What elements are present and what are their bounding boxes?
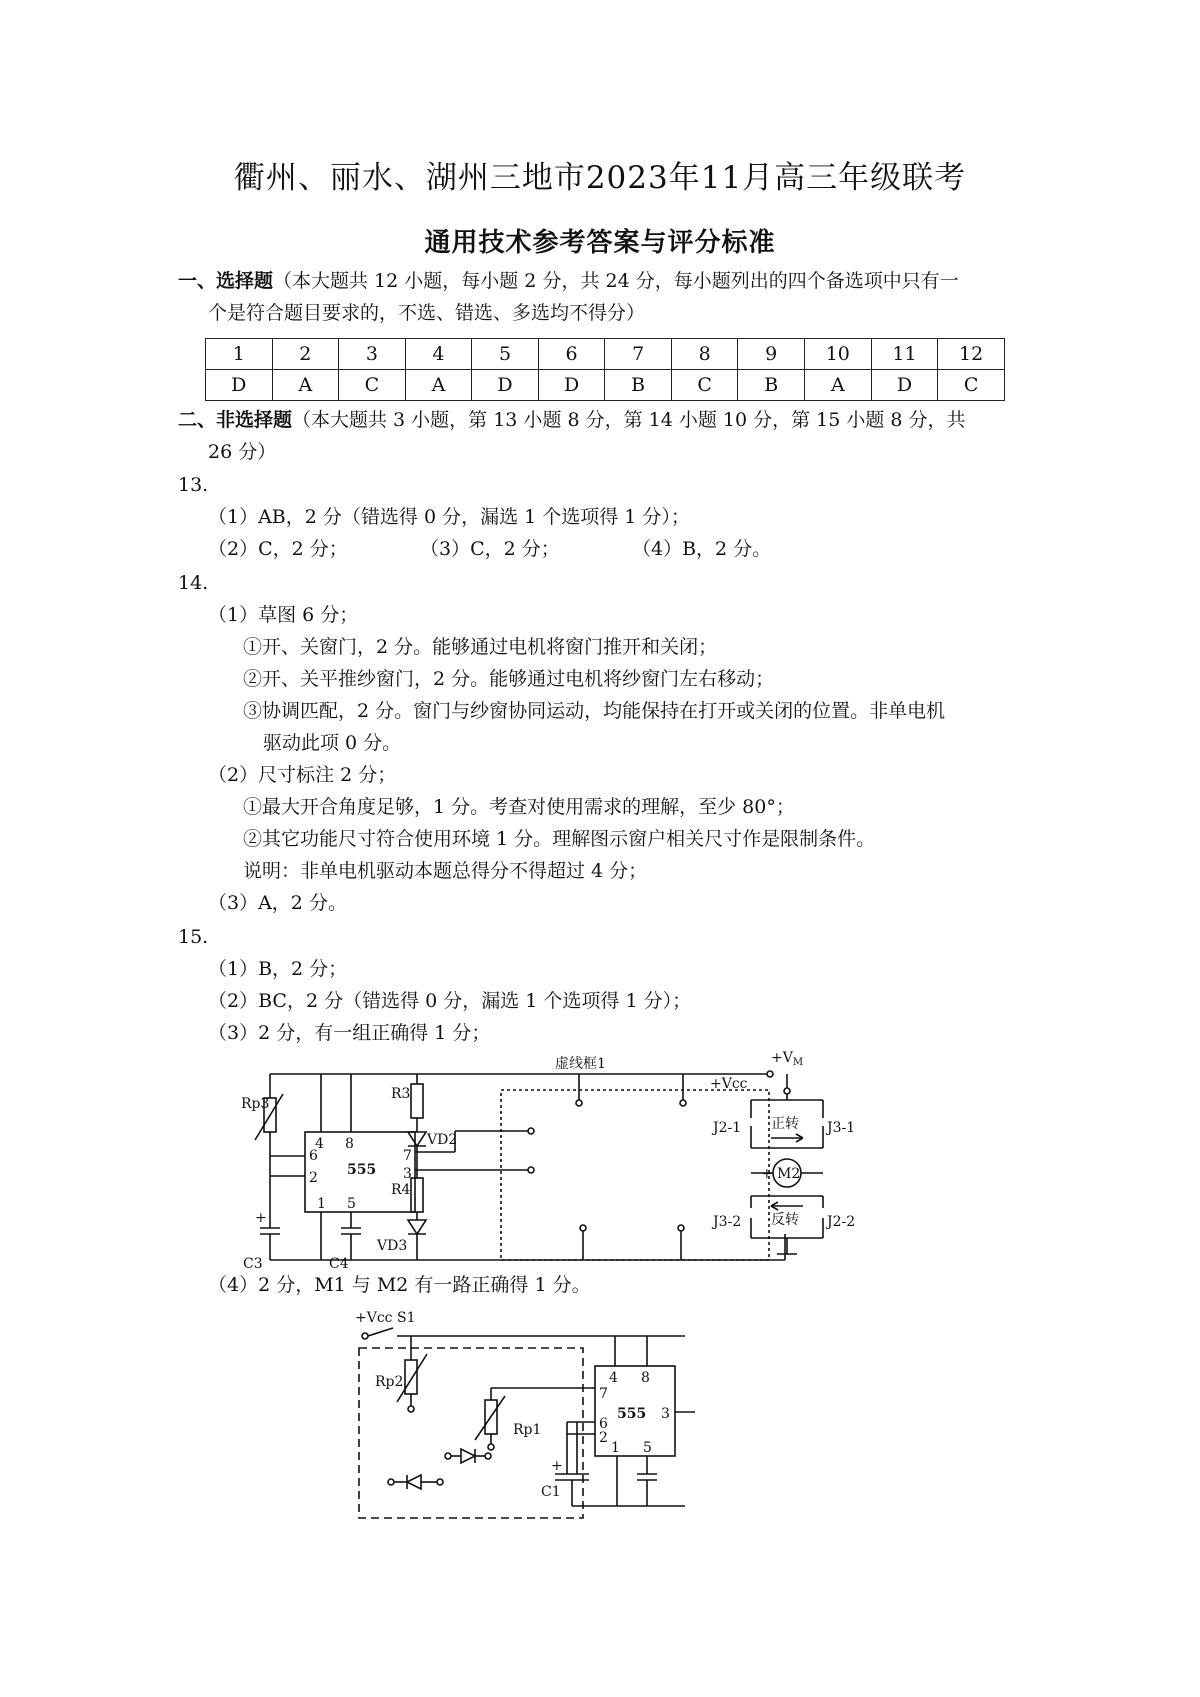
pin7-label-2: 7: [599, 1386, 608, 1402]
q14-part1-item3-cont: 驱动此项 0 分。: [263, 732, 402, 754]
pin3-label-2: 3: [661, 1406, 670, 1422]
reverse-label: 反转: [771, 1212, 799, 1228]
pin5-label-2: 5: [643, 1440, 652, 1456]
motor-polarity-label: +: [761, 1166, 773, 1182]
rp3-label: Rp3: [241, 1096, 270, 1112]
vcc-label-2: +Vcc: [355, 1310, 393, 1326]
q14-part1: （1）草图 6 分；: [208, 604, 359, 626]
q14-part1-item2: ②开、关平推纱窗门，2 分。能够通过电机将纱窗门左右移动；: [243, 668, 775, 690]
q13-part4: （4）B，2 分。: [632, 538, 772, 560]
answer-cell: C: [671, 370, 738, 401]
pin4-label: 4: [315, 1136, 324, 1152]
answer-cell: D: [206, 370, 273, 401]
r3-label: R3: [391, 1086, 411, 1102]
q15-number: 15.: [178, 926, 209, 948]
q14-part2-note: 说明：非单电机驱动本题总得分不得超过 4 分；: [243, 860, 648, 882]
question-number-cell: 9: [738, 339, 805, 370]
rp2-label: Rp2: [375, 1374, 404, 1390]
q13-part3: （3）C，2 分；: [420, 538, 560, 560]
q13-part2: （2）C，2 分；: [208, 538, 348, 560]
dashed-box-label: 虚线框1: [555, 1056, 606, 1072]
j32-label: J3-2: [713, 1214, 742, 1230]
section2-desc-line1: （本大题共 3 小题，第 13 小题 8 分，第 14 小题 10 分，第 15 小题 8 分，共: [292, 409, 966, 431]
c3-polarity-label: +: [255, 1210, 267, 1226]
circuit-diagram-1: [241, 1048, 955, 1278]
q14-part2-item2: ②其它功能尺寸符合使用环境 1 分。理解图示窗户相关尺寸作是限制条件。: [243, 828, 876, 850]
c4-label: C4: [329, 1256, 349, 1272]
r4-label: R4: [391, 1182, 411, 1198]
rp1-label: Rp1: [513, 1422, 542, 1438]
pin8-label-2: 8: [641, 1370, 650, 1386]
q14-part1-item3: ③协调匹配，2 分。窗门与纱窗协同运动，均能保持在打开或关闭的位置。非单电机: [243, 700, 946, 722]
q14-part1-item1: ①开、关窗门，2 分。能够通过电机将窗门推开和关闭；: [243, 636, 718, 658]
question-number-cell: 5: [472, 339, 539, 370]
q15-part4: （4）2 分，M1 与 M2 有一路正确得 1 分。: [208, 1274, 591, 1296]
j21-label: J2-1: [713, 1120, 742, 1136]
c3-label: C3: [243, 1256, 263, 1272]
q14-part2-item1: ①最大开合角度足够，1 分。考查对使用需求的理解，至少 80°；: [243, 796, 795, 818]
c1-polarity-label: +: [551, 1458, 563, 1474]
vcc-label: +Vcc: [710, 1076, 748, 1092]
pin7-label: 7: [403, 1148, 412, 1164]
page-subtitle: 通用技术参考答案与评分标准: [424, 228, 776, 258]
question-number-cell: 11: [871, 339, 938, 370]
forward-label: 正转: [771, 1116, 799, 1132]
pin8-label: 8: [345, 1136, 354, 1152]
ic-555-label: 555: [347, 1162, 377, 1178]
question-number-cell: 7: [605, 339, 672, 370]
question-number-cell: 8: [671, 339, 738, 370]
q13-number: 13.: [178, 474, 209, 496]
q15-part3: （3）2 分，有一组正确得 1 分；: [208, 1022, 491, 1044]
section2-line1: [178, 407, 966, 433]
question-number-cell: 10: [805, 339, 872, 370]
section1-desc-line2: 个是符合题目要求的，不选、错选、多选均不得分）: [208, 302, 646, 324]
q14-number: 14.: [178, 572, 209, 594]
pin2-label: 2: [309, 1170, 318, 1186]
page-title: 衢州、丽水、湖州三地市2023年11月高三年级联考: [233, 160, 967, 196]
answer-cell: C: [938, 370, 1005, 401]
answer-cell: D: [871, 370, 938, 401]
section1-heading: 一、选择题: [178, 270, 274, 292]
answer-cell: D: [472, 370, 539, 401]
pin4-label-2: 4: [609, 1370, 618, 1386]
pin1-label-2: 1: [611, 1440, 620, 1456]
q15-part2: （2）BC，2 分（错选得 0 分，漏选 1 个选项得 1 分）；: [208, 990, 692, 1012]
answer-table-answer-row: [206, 370, 1005, 401]
answer-cell: B: [738, 370, 805, 401]
answer-cell: A: [805, 370, 872, 401]
section1-desc-line1: （本大题共 12 小题，每小题 2 分，共 24 分，每小题列出的四个备选项中只有一: [273, 270, 959, 292]
answer-table-header-row: [206, 339, 1005, 370]
question-number-cell: 2: [272, 339, 339, 370]
vm-label: $+V_M$: [771, 1050, 804, 1068]
pin6-label: 6: [309, 1148, 318, 1164]
answer-table: [205, 338, 1005, 401]
question-number-cell: 1: [206, 339, 273, 370]
question-number-cell: 6: [538, 339, 605, 370]
pin2-label-2: 2: [599, 1430, 608, 1446]
j31-label: J3-1: [827, 1120, 856, 1136]
q15-part1: （1）B，2 分；: [208, 958, 348, 980]
section1-line1: [178, 268, 959, 294]
answer-cell: D: [538, 370, 605, 401]
answer-cell: C: [339, 370, 406, 401]
q14-part3: （3）A，2 分。: [208, 892, 347, 914]
answer-cell: A: [272, 370, 339, 401]
question-number-cell: 4: [405, 339, 472, 370]
s1-label: S1: [397, 1310, 416, 1326]
q13-part1: （1）AB，2 分（错选得 0 分，漏选 1 个选项得 1 分）；: [208, 506, 690, 528]
pin3-label: 3: [403, 1166, 412, 1182]
vd3-label: VD3: [377, 1238, 408, 1254]
question-number-cell: 3: [339, 339, 406, 370]
circuit-diagram-2: [355, 1310, 775, 1530]
pin6-label-2: 6: [599, 1416, 608, 1432]
q14-part2: （2）尺寸标注 2 分；: [208, 764, 397, 786]
ic-555-label-2: 555: [617, 1406, 647, 1422]
question-number-cell: 12: [938, 339, 1005, 370]
section2-desc-line2: 26 分）: [208, 441, 277, 463]
j22-label: J2-2: [827, 1214, 856, 1230]
section2-heading: 二、非选择题: [178, 409, 293, 431]
m2-label: M2: [777, 1166, 801, 1182]
answer-cell: B: [605, 370, 672, 401]
c1-label: C1: [541, 1484, 561, 1500]
answer-cell: A: [405, 370, 472, 401]
pin1-label: 1: [317, 1196, 326, 1212]
pin5-label: 5: [347, 1196, 356, 1212]
vd2-label: VD2: [427, 1132, 458, 1148]
